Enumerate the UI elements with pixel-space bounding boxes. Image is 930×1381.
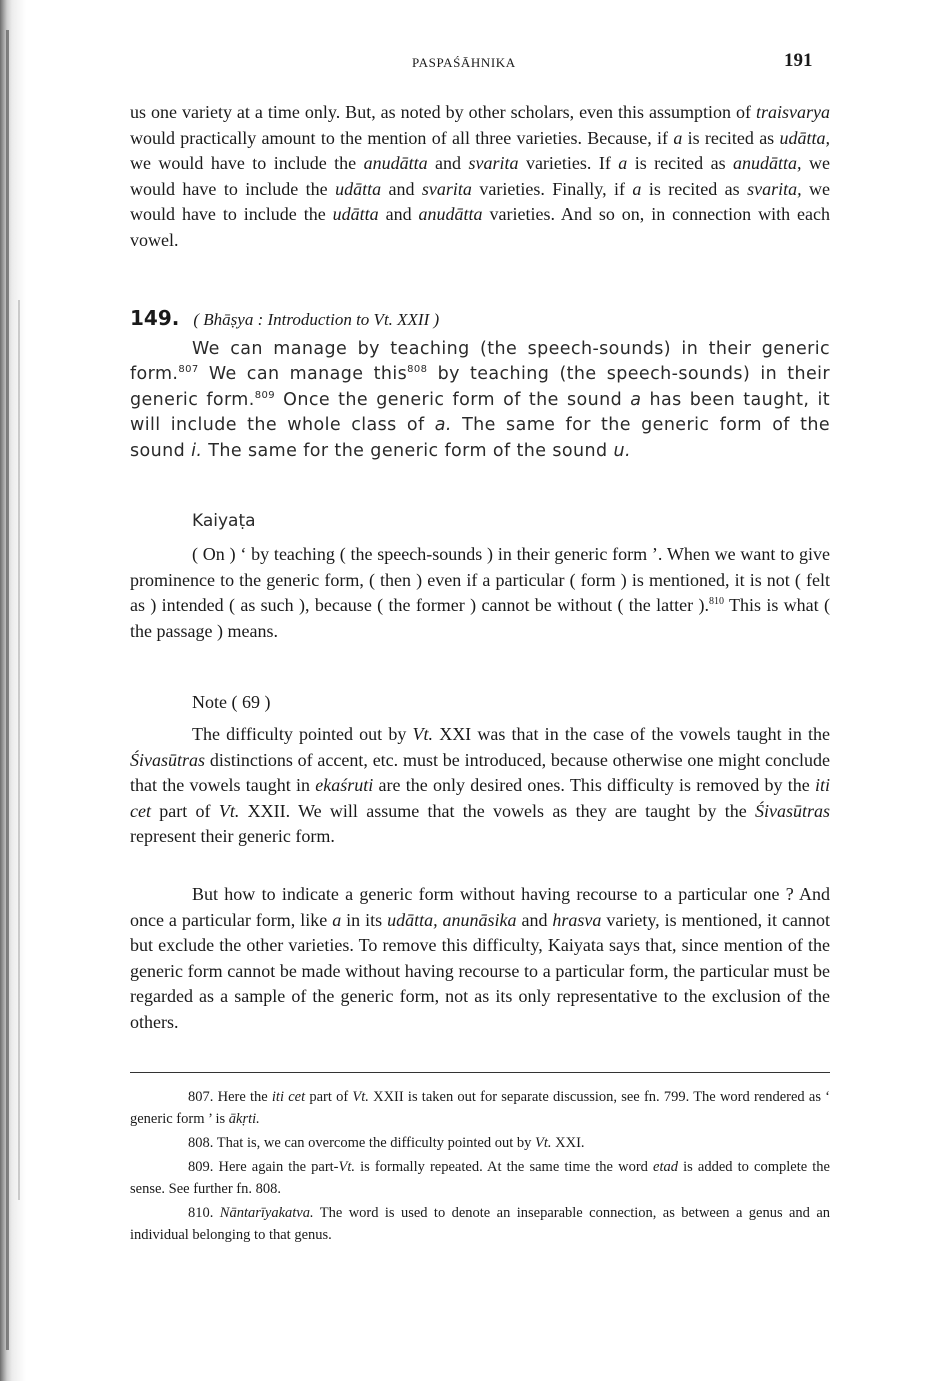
paragraph-note-2: But how to indicate a generic form without having recourse to a particular one ? And once a particular form, like a in its udātta, anunāsika and hrasva variety, is mentioned, it cannot but exclude the other varieties. To remove this difficulty, Kaiyata says that, since mention of the generic form cannot be made without having recourse to a particular form, the particular must be regarded as a sample of the generic form, not as its only representative to the exclusion of the others. <box>130 884 830 1032</box>
kaiyata-heading: Kaiyaṭa <box>192 511 256 531</box>
footnote-809: 809. Here again the part-Vt. is formally repeated. At the same time the word etad is added to complete the sense. See further fn. 808. <box>130 1159 830 1197</box>
footnote-ref-809: 809 <box>254 389 276 401</box>
footnote-rule <box>130 1072 830 1073</box>
footnote-807: 807. Here the iti cet part of Vt. XXII is taken out for separate discussion, see fn. 799. The word rendered as ‘ generic form ’ is ākṛti. <box>130 1089 830 1127</box>
paragraph-bhasya: We can manage by teaching (the speech-sounds) in their generic form.$^{807}$ We can manage this$^{808}$ by teaching (the speech-sounds) in their generic form.$^{809}$ Once the generic form of the sound a has been taught, it will include the whole class of a. The same for the generic form of the sound i. The same for the generic form of the sound u. <box>130 339 830 461</box>
footnote-808: 808. That is, we can overcome the difficulty pointed out by Vt. XXI. <box>188 1135 585 1151</box>
footnotes <box>130 1086 830 1248</box>
paragraph-traisvarya: us one variety at a time only. But, as noted by other scholars, even this assumption of traisvarya would practically amount to the mention of all three varieties. Because, if a is recited as udātta, we would have to include the anudātta and svarita varieties. If a is recited as anudātta, we would have to include the udātta and svarita varieties. Finally, if a is recited as svarita, we would have to include the udātta and anudātta varieties. And so on, in connection with each vowel. <box>130 102 831 250</box>
note-heading: Note ( 69 ) <box>192 692 271 712</box>
footnote-ref-810: 810 <box>708 596 724 608</box>
scan-binding-edge <box>6 30 9 1350</box>
footnote-ref-808: 808 <box>407 364 428 376</box>
scan-binding-edge-faint <box>18 300 20 1200</box>
section-number: 149. <box>130 306 180 330</box>
paragraph-note-1: The difficulty pointed out by Vt. XXI was that in the case of the vowels taught in the Śivasūtras distinctions of accent, etc. must be introduced, because otherwise one might conclude that the vowels taught in ekaśruti are the only desired ones. This difficulty is removed by the iti cet part of Vt. XXII. We will assume that the vowels as they are taught by the Śivasūtras represent their generic form. <box>130 724 831 847</box>
footnote-ref-807: 807 <box>178 364 199 376</box>
page-number: 191 <box>784 50 813 71</box>
running-head: PASPAŚĀHNIKA <box>412 55 516 70</box>
section-title: ( Bhāṣya : Introduction to Vt. XXII ) <box>193 310 440 329</box>
footnote-810: 810. Nāntarīyakatva. The word is used to denote an inseparable connection, as between a genus and an individual belonging to that genus. <box>130 1205 831 1243</box>
scan-binding-shadow <box>0 0 26 1381</box>
paragraph-kaiyata: ( On ) ‘ by teaching ( the speech-sounds ) in their generic form ’. When we want to give prominence to the generic form, ( then ) even if a particular ( form ) is mentioned, it is not ( felt as ) intended ( as such ), because ( the former ) cannot be without ( the latter ).$^{810}$ This is what ( the passage ) means. <box>130 544 830 641</box>
section-heading-149 <box>130 306 439 330</box>
